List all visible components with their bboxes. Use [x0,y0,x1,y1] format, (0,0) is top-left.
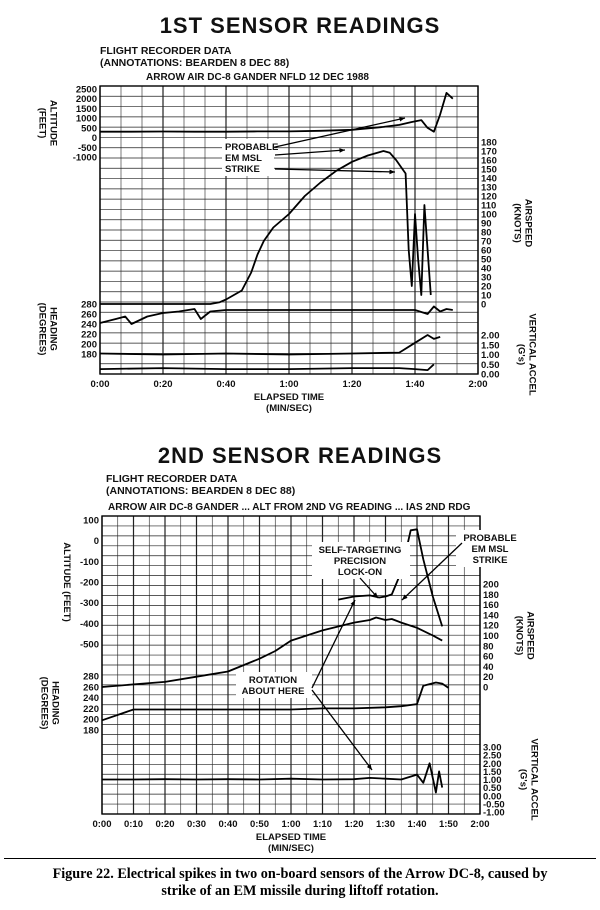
chart-subtitle-line: (ANNOTATIONS: BEARDEN 8 DEC 88) [100,57,290,69]
grid [100,86,478,374]
chart-inner-title: ARROW AIR DC-8 GANDER NFLD 12 DEC 1988 [146,72,369,83]
x-axis-label: ELAPSED TIME [255,832,327,843]
annotation-arrowhead [339,148,345,153]
left-tick-label: 280 [83,671,99,683]
right-tick-label: 160 [481,155,497,167]
x-tick-label: 1:20 [342,379,362,390]
caption-line-1: Figure 22. Electrical spikes in two on-board sensors of the Arrow DC-8, caused by [52,866,548,882]
x-tick-label: 0:00 [92,819,112,830]
left-axis-label [37,303,59,356]
left-axis-label [39,677,61,730]
left-tick-label: -500 [77,142,97,154]
right-tick-label: 200 [483,579,499,591]
chart-title: 1ST SENSOR READINGS [159,13,441,38]
left-tick-label: 200 [81,339,97,351]
left-axis-label-line: (FEET) [36,107,48,139]
right-tick-label: 120 [483,620,499,632]
right-tick-label: 110 [481,200,497,212]
right-tick-label: 100 [483,631,499,642]
annotation-text: ABOUT HERE [241,686,305,697]
right-tick-label: 2.00 [483,758,502,770]
right-axis-label-line: (G's) [515,343,527,366]
right-axis-label [518,738,540,821]
right-tick-label: 20 [481,281,492,293]
chart-subtitle-line: (ANNOTATIONS: BEARDEN 8 DEC 88) [106,485,296,497]
left-axis-label [37,100,59,146]
left-tick-label: -200 [79,577,99,589]
annotation-text: LOCK-ON [337,567,383,578]
right-tick-label: 10 [481,290,492,302]
left-tick-label: 280 [81,299,97,311]
left-tick-label: -1000 [72,152,97,164]
right-tick-label: 70 [481,236,492,248]
left-tick-label: 220 [81,329,97,341]
right-tick-label: 1.50 [483,766,502,778]
right-tick-label: 120 [481,191,497,203]
caption-line-2: strike of an EM missile during liftoff rotation. [161,883,439,899]
right-tick-label: 1.00 [483,775,502,786]
left-tick-label: 260 [83,682,99,694]
right-tick-label: 0.00 [483,791,502,803]
right-tick-label: 140 [481,173,497,185]
left-tick-label: 240 [81,319,97,331]
left-tick-label: 0 [93,536,99,548]
right-tick-label: 0.50 [481,359,500,371]
right-tick-label: 180 [483,589,499,601]
x-axis-label: ELAPSED TIME [253,392,325,403]
right-tick-label: 130 [481,182,497,194]
right-tick-label: 150 [481,164,497,176]
right-tick-label: 0 [481,299,487,311]
annotation-arrow [312,690,372,770]
annotation-text: ROTATION [248,675,298,686]
x-tick-label: 2:00 [470,819,490,830]
x-tick-label: 0:40 [218,819,238,830]
right-tick-label: 60 [483,651,494,663]
annotation-text: PROBABLE [225,142,279,153]
right-axis-label [512,199,534,248]
right-axis-label-line: (KNOTS) [511,203,523,243]
x-axis-label: (MIN/SEC) [266,403,312,414]
chart-inner-title: ARROW AIR DC-8 GANDER ... ALT FROM 2ND VG READING ... IAS 2ND RDG [108,502,471,513]
right-tick-label: 140 [483,610,499,622]
annotation-text: EM MSL [471,544,509,555]
right-tick-label: 50 [481,254,492,266]
left-tick-label: 240 [83,693,99,705]
right-tick-label: -1.00 [483,807,505,819]
right-axis-label-line: AIRSPEED [522,198,534,248]
series-line-heading [100,307,453,325]
chart-title: 2ND SENSOR READINGS [157,443,443,468]
left-tick-label: 180 [83,725,99,737]
series-line-vertical_accel [100,335,440,355]
x-axis-label: (MIN/SEC) [268,843,314,854]
second-sensor-chart [39,443,540,854]
right-tick-label: 1.00 [481,350,500,361]
left-tick-label: 100 [83,515,99,527]
right-tick-label: -0.50 [483,799,505,811]
left-axis-label-line: HEADING [49,681,61,725]
left-tick-label: -400 [79,618,99,630]
x-tick-label: 0:10 [123,819,144,830]
annotation-text: STRIKE [472,555,508,566]
x-tick-label: 1:50 [438,819,459,830]
figure-caption [10,866,590,900]
right-tick-label: 40 [483,661,494,673]
right-axis-label-line: VERTICAL ACCEL [526,313,538,396]
right-tick-label: 2.00 [481,330,500,342]
right-tick-label: 30 [481,272,492,284]
right-tick-label: 180 [481,137,497,149]
right-axis-label [516,313,538,396]
right-tick-label: 170 [481,146,497,158]
right-axis-label-line: AIRSPEED [524,611,536,660]
chart-subtitle-line: FLIGHT RECORDER DATA [100,45,232,57]
right-tick-label: 0.00 [481,369,500,381]
right-tick-label: 20 [483,672,494,684]
left-axis-label-line: ALTITUDE (FEET) [61,542,72,622]
left-axis-label-line: (DEGREES) [36,302,48,356]
right-tick-label: 0.50 [483,783,502,795]
left-tick-label: 500 [81,123,97,135]
right-tick-label: 1.50 [481,340,500,352]
x-tick-label: 1:40 [407,819,427,830]
x-tick-label: 1:20 [344,819,364,830]
annotation-arrow [275,118,405,147]
right-axis-label [514,611,536,660]
series-line-altitude [100,93,453,132]
left-tick-label: -300 [79,598,99,610]
right-tick-label: 40 [481,263,492,275]
x-tick-label: 1:00 [279,379,299,390]
caption-divider [4,858,596,859]
right-tick-label: 100 [481,209,497,221]
left-tick-label: 180 [81,349,97,361]
right-tick-label: 0 [483,682,489,694]
left-tick-label: 2000 [75,94,97,106]
x-tick-label: 0:20 [153,379,173,390]
left-tick-label: 2500 [75,84,97,96]
right-tick-label: 160 [483,600,499,612]
x-tick-label: 0:00 [90,379,110,390]
left-axis-label-line: ALTITUDE [47,99,59,147]
left-tick-label: 1000 [75,113,97,125]
right-tick-label: 80 [483,641,494,653]
right-tick-label: 60 [481,245,492,257]
left-tick-label: 0 [91,133,97,145]
x-tick-label: 1:00 [281,819,301,830]
x-tick-label: 0:50 [249,819,270,830]
left-tick-label: 1500 [75,103,97,115]
left-tick-label: 200 [83,714,99,726]
annotation-text: PROBABLE [463,533,517,544]
left-tick-label: -100 [79,556,99,568]
annotation-text: SELF-TARGETING [318,545,402,556]
series-line-vertical_accel [102,763,442,792]
left-tick-label: 220 [83,703,99,715]
chart-subtitle-line: FLIGHT RECORDER DATA [106,473,238,485]
left-axis-label-line: (DEGREES) [38,676,50,730]
annotation-text: PRECISION [333,556,387,567]
right-axis-label-line: VERTICAL ACCEL [528,738,540,821]
x-tick-label: 0:20 [155,819,175,830]
annotation-text: STRIKE [225,164,260,175]
left-axis-label-line: HEADING [47,307,59,351]
right-tick-label: 3.00 [483,742,502,754]
right-tick-label: 80 [481,227,492,239]
x-tick-label: 1:40 [405,379,425,390]
x-tick-label: 0:30 [186,819,207,830]
first-sensor-chart [37,13,538,414]
x-tick-label: 2:00 [468,379,488,390]
series-line-vertical_accel [100,364,434,370]
right-axis-label-line: (G's) [517,768,529,791]
right-tick-label: 90 [481,218,492,230]
x-tick-label: 0:40 [216,379,236,390]
left-axis-label [61,542,72,622]
right-axis-label-line: (KNOTS) [513,615,525,656]
left-tick-label: 260 [81,309,97,321]
annotation-text: EM MSL [225,153,262,164]
right-tick-label: 2.50 [483,750,502,762]
left-tick-label: -500 [79,639,99,651]
x-tick-label: 1:10 [312,819,333,830]
x-tick-label: 1:30 [375,819,396,830]
